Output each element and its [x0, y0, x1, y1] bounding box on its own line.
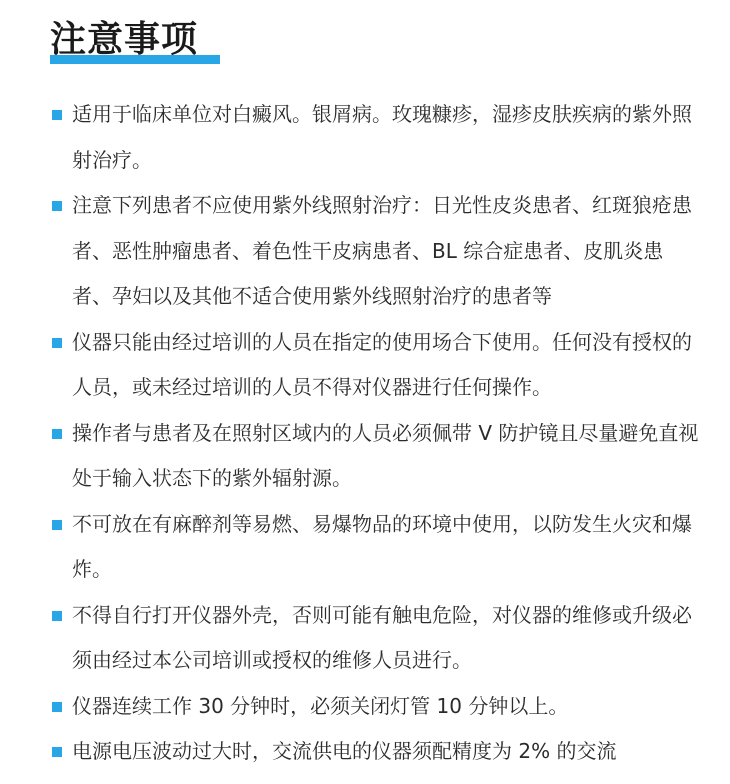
square-bullet-icon — [52, 201, 62, 211]
square-bullet-icon — [52, 702, 62, 712]
list-item — [52, 92, 702, 183]
square-bullet-icon — [52, 338, 62, 348]
note-text: 操作者与患者及在照射区域内的人员必须佩带 V 防护镜且尽量避免直视处于输入状态下的紫外辐射源。 — [72, 420, 699, 490]
list-item — [52, 320, 702, 411]
list-item — [52, 593, 702, 684]
page-title: 注意事项 — [50, 19, 199, 60]
list-item — [52, 411, 702, 502]
note-text: 不得自行打开仪器外壳，否则可能有触电危险，对仪器的维修或升级必须由经过本公司培训或授权的维修人员进行。 — [72, 602, 692, 672]
square-bullet-icon — [52, 520, 62, 530]
square-bullet-icon — [52, 611, 62, 621]
note-text: 电源电压波动过大时，交流供电的仪器须配精度为 2% 的交流 — [72, 739, 617, 763]
list-item — [52, 684, 702, 730]
square-bullet-icon — [52, 747, 62, 757]
notes-list — [52, 92, 702, 775]
square-bullet-icon — [52, 429, 62, 439]
note-text: 适用于临床单位对白癜风。银屑病。玫瑰糠疹，湿疹皮肤疾病的紫外照射治疗。 — [72, 102, 692, 172]
square-bullet-icon — [52, 110, 62, 120]
note-text: 注意下列患者不应使用紫外线照射治疗：日光性皮炎患者、红斑狼疮患者、恶性肿瘤患者、着色性干皮病患者、BL 综合症患者、皮肌炎患者、孕妇以及其他不适合使用紫外线照射治疗的患者等 — [72, 193, 692, 308]
list-item — [52, 183, 702, 320]
note-text: 仪器连续工作 30 分钟时，必须关闭灯管 10 分钟以上。 — [72, 693, 569, 718]
note-text: 仪器只能由经过培训的人员在指定的使用场合下使用。任何没有授权的人员，或未经过培训的人员不得对仪器进行任何操作。 — [72, 329, 692, 399]
list-item — [52, 729, 702, 775]
list-item — [52, 502, 702, 593]
note-text: 不可放在有麻醉剂等易燃、易爆物品的环境中使用，以防发生火灾和爆炸。 — [72, 511, 692, 581]
